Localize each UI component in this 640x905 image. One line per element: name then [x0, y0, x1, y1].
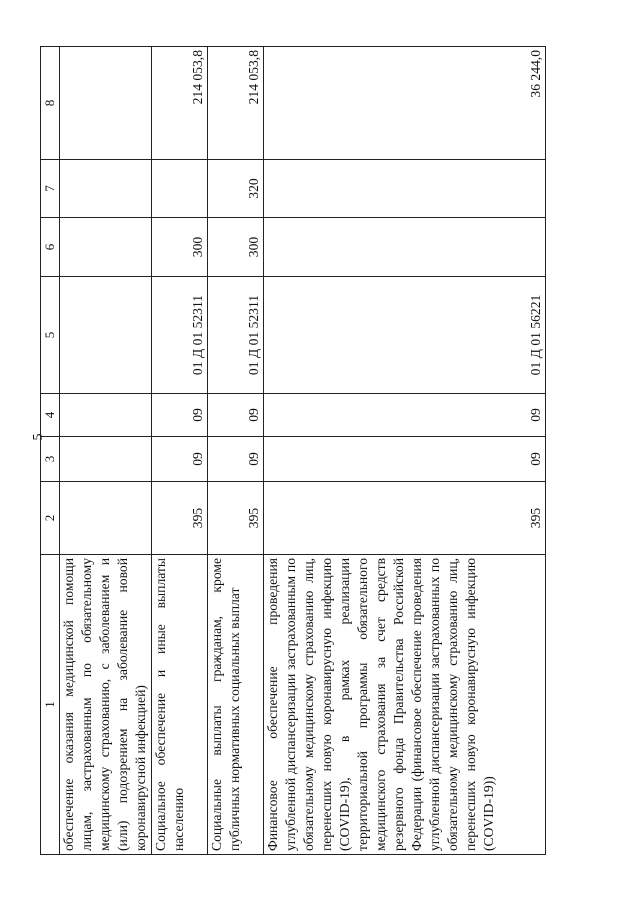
table-row	[208, 47, 264, 855]
cell-col4: 09	[208, 394, 264, 437]
cell-col7: 320	[208, 160, 264, 218]
cell-col5: 01 Д 01 52311	[208, 277, 264, 394]
cell-col2: 395	[208, 482, 264, 555]
header-cell: 4	[41, 394, 60, 437]
cell-col4: 09	[152, 394, 208, 437]
header-cell: 8	[41, 47, 60, 160]
row-name: Социальное обеспечение и иные выплаты населению	[152, 555, 208, 855]
budget-table	[40, 46, 546, 855]
page-number: 5	[31, 433, 46, 441]
table-row	[264, 47, 546, 855]
cell-col7	[264, 160, 546, 218]
cell-col2: 395	[152, 482, 208, 555]
header-row	[41, 47, 60, 855]
cell-col5: 01 Д 01 52311	[152, 277, 208, 394]
cell-col6: 300	[152, 218, 208, 277]
cell-col8: 36 244,0	[264, 47, 546, 160]
cell-col6: 300	[208, 218, 264, 277]
table-row	[152, 47, 208, 855]
cell-col5: 01 Д 01 56221	[264, 277, 546, 394]
cell-col3: 09	[208, 437, 264, 482]
table-row	[60, 47, 152, 855]
cell-col5	[60, 277, 152, 394]
row-name: обеспечение оказания медицинской помощи лицам, застрахованным по обязательному медицинскому страхованию, с заболеванием и (или) подозрением на заболевание новой коронавирусной инфекцией)	[60, 555, 152, 855]
cell-col6	[264, 218, 546, 277]
cell-col6	[60, 218, 152, 277]
cell-col8: 214 053,8	[208, 47, 264, 160]
header-cell: 1	[41, 555, 60, 855]
cell-col4	[60, 394, 152, 437]
header-cell: 3	[41, 437, 60, 482]
cell-col4: 09	[264, 394, 546, 437]
cell-col3: 09	[264, 437, 546, 482]
row-name: Финансовое обеспечение проведения углубленной диспансеризации застрахованным по обязательному медицинскому страхованию лиц, перенесших новую коронавирусную инфекцию (COVID-19), в рамках реализации территориальной программы обязательного медицинского страхования за счет средств резервного фонда Правительства Российской Федерации (финансовое обеспечение проведения углубленной диспансеризации застрахованных по обязательному медицинскому страхованию лиц, перенесших новую коронавирусную инфекцию (COVID-19))	[264, 555, 546, 855]
cell-col7	[152, 160, 208, 218]
header-cell: 7	[41, 160, 60, 218]
cell-col3: 09	[152, 437, 208, 482]
header-cell: 2	[41, 482, 60, 555]
row-name: Социальные выплаты гражданам, кроме публичных нормативных социальных выплат	[208, 555, 264, 855]
cell-col2: 395	[264, 482, 546, 555]
header-cell: 5	[41, 277, 60, 394]
cell-col2	[60, 482, 152, 555]
cell-col8: 214 053,8	[152, 47, 208, 160]
cell-col3	[60, 437, 152, 482]
header-cell: 6	[41, 218, 60, 277]
cell-col8	[60, 47, 152, 160]
cell-col7	[60, 160, 152, 218]
